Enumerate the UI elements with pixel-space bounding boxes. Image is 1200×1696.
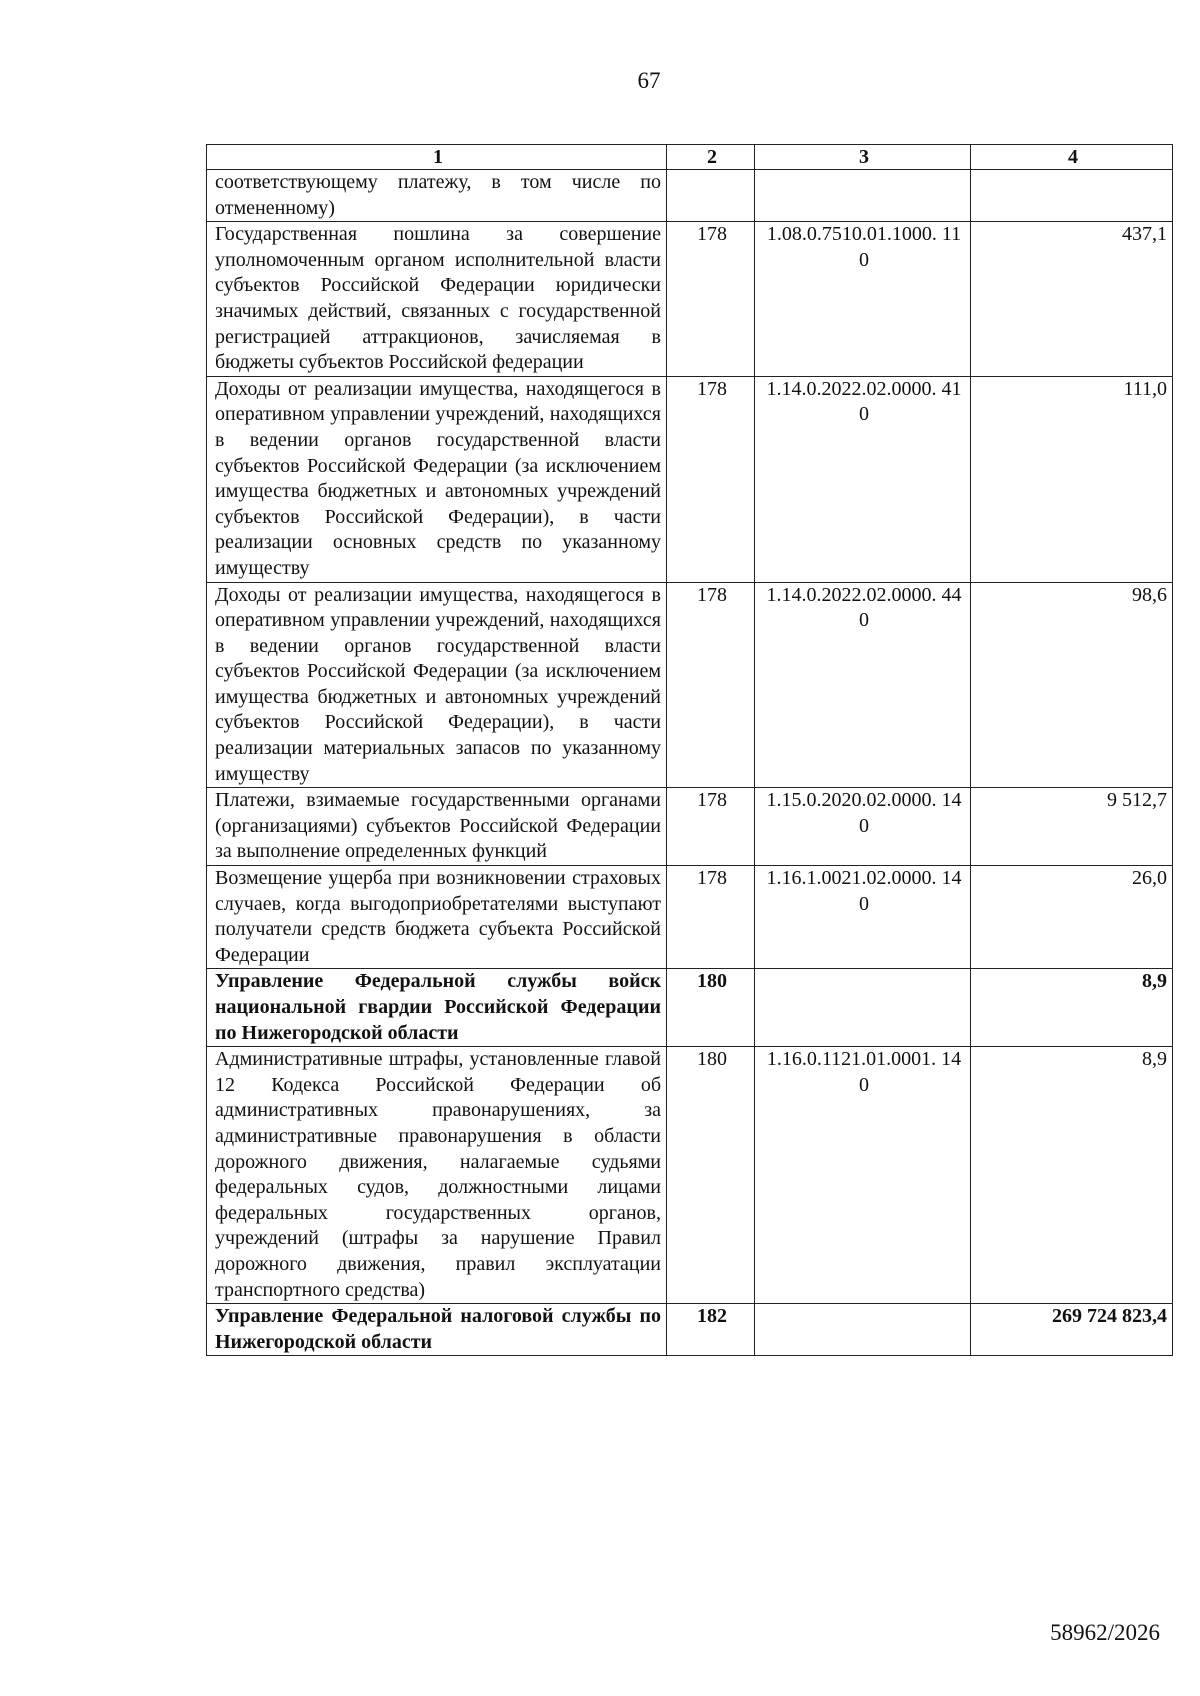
row-name: Доходы от реализации имущества, находящегося в оперативном управлении учреждений, находящихся в ведении органов государственной власти субъектов Российской Федерации (за исключением имущества бюджетных и автономных учреждений субъектов Российской Федерации), в части реализации материальных запасов по указанному имуществу — [207, 582, 667, 788]
row-admin-code: 178 — [667, 222, 755, 377]
row-budget-code — [755, 170, 971, 222]
row-admin-code: 182 — [667, 1304, 755, 1356]
section-name: Управление Федеральной службы войск национальной гвардии Российской Федерации по Нижегородской области — [207, 969, 667, 1047]
row-budget-code: 1.16.1.0021.02.0000. 140 — [755, 866, 971, 969]
row-budget-code: 1.16.0.1121.01.0001. 140 — [755, 1047, 971, 1304]
page-number: 67 — [637, 68, 661, 93]
row-amount: 98,6 — [971, 582, 1173, 788]
row-admin-code: 180 — [667, 969, 755, 1047]
row-budget-code: 1.14.0.2022.02.0000. 440 — [755, 582, 971, 788]
row-admin-code — [667, 170, 755, 222]
header-col-1: 1 — [207, 145, 667, 170]
table-row — [207, 1047, 1173, 1304]
row-amount: 437,1 — [971, 222, 1173, 377]
row-admin-code: 178 — [667, 582, 755, 788]
header-col-3: 3 — [755, 145, 971, 170]
budget-revenue-table — [206, 144, 1173, 1356]
row-budget-code — [755, 1304, 971, 1356]
row-amount: 9 512,7 — [971, 788, 1173, 866]
row-name: Государственная пошлина за совершение уполномоченным органом исполнительной власти субъектов Российской Федерации юридически значимых действий, связанных с государственной регистрацией аттракционов, зачисляемая в бюджеты субъектов Российской федерации — [207, 222, 667, 377]
table-row-section — [207, 969, 1173, 1047]
row-name: Административные штрафы, установленные главой 12 Кодекса Российской Федерации об административных правонарушениях, за административные правонарушения в области дорожного движения, налагаемые судьями федеральных судов, должностными лицами федеральных государственных органов, учреждений (штрафы за нарушение Правил дорожного движения, правил эксплуатации транспортного средства) — [207, 1047, 667, 1304]
table-row — [207, 788, 1173, 866]
row-admin-code: 178 — [667, 788, 755, 866]
row-amount: 8,9 — [971, 969, 1173, 1047]
document-id: 58962/2026 — [1050, 1620, 1160, 1645]
row-budget-code: 1.14.0.2022.02.0000. 410 — [755, 376, 971, 582]
row-amount: 269 724 823,4 — [971, 1304, 1173, 1356]
table-row — [207, 170, 1173, 222]
row-budget-code: 1.08.0.7510.01.1000. 110 — [755, 222, 971, 377]
table-header-row — [207, 145, 1173, 170]
table-row — [207, 222, 1173, 377]
row-amount: 8,9 — [971, 1047, 1173, 1304]
header-col-2: 2 — [667, 145, 755, 170]
section-name: Управление Федеральной налоговой службы по Нижегородской области — [207, 1304, 667, 1356]
row-budget-code — [755, 969, 971, 1047]
row-amount: 111,0 — [971, 376, 1173, 582]
table-row — [207, 376, 1173, 582]
row-name: Доходы от реализации имущества, находящегося в оперативном управлении учреждений, находящихся в ведении органов государственной власти субъектов Российской Федерации (за исключением имущества бюджетных и автономных учреждений субъектов Российской Федерации), в части реализации основных средств по указанному имуществу — [207, 376, 667, 582]
row-admin-code: 178 — [667, 866, 755, 969]
header-col-4: 4 — [971, 145, 1173, 170]
row-name: соответствующему платежу, в том числе по отмененному) — [207, 170, 667, 222]
table-row-section — [207, 1304, 1173, 1356]
row-admin-code: 180 — [667, 1047, 755, 1304]
table-row — [207, 866, 1173, 969]
row-amount: 26,0 — [971, 866, 1173, 969]
row-admin-code: 178 — [667, 376, 755, 582]
row-name: Возмещение ущерба при возникновении страховых случаев, когда выгодоприобретателями выступают получатели средств бюджета субъекта Российской Федерации — [207, 866, 667, 969]
row-amount — [971, 170, 1173, 222]
table-row — [207, 582, 1173, 788]
row-name: Платежи, взимаемые государственными органами (организациями) субъектов Российской Федерации за выполнение определенных функций — [207, 788, 667, 866]
row-budget-code: 1.15.0.2020.02.0000. 140 — [755, 788, 971, 866]
